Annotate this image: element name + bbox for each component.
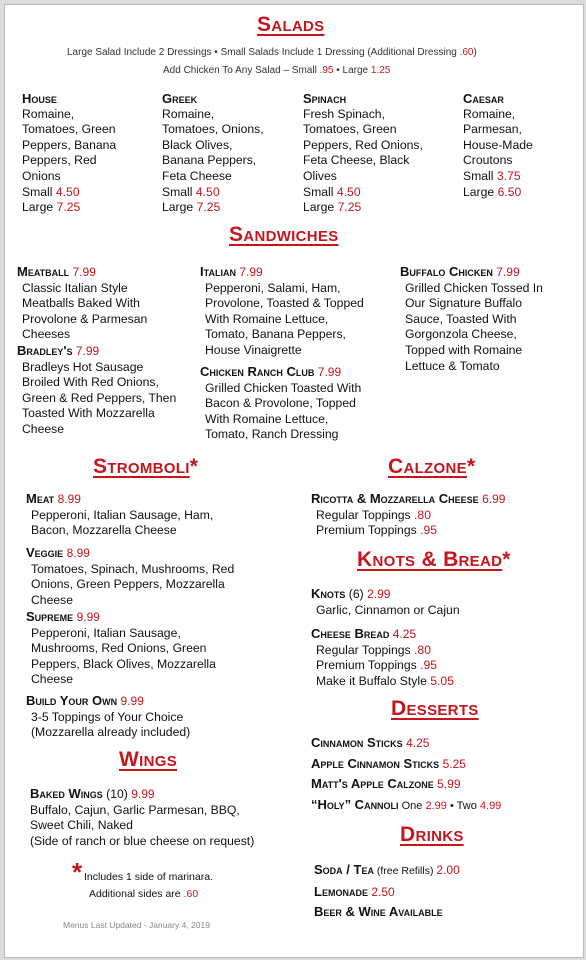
stromboli-supreme: Supreme 9.99 Pepperoni, Italian Sausage, Mushrooms, Red Onions, Green Peppers, Black Olives, Mozzarella Cheese — [26, 609, 216, 687]
knots-bread-title: Knots & Bread* — [357, 548, 511, 571]
salads-dressing-note: Large Salad Include 2 Dressings • Small Salads Include 1 Dressing (Additional Dressing .60) — [67, 47, 477, 58]
salad-spinach: Spinach Fresh Spinach, Tomatoes, Green Peppers, Red Onions, Feta Cheese, Black Olives Small 4.50 Large 7.25 — [303, 91, 423, 215]
desserts-list: Cinnamon Sticks 4.25 Apple Cinnamon Sticks 5.25 Matt's Apple Calzone 5.99 “Holy” Cannoli One 2.99 • Two 4.99 — [311, 735, 502, 812]
stromboli-veggie: Veggie 8.99 Tomatoes, Spinach, Mushrooms, Red Onions, Green Peppers, Mozzarella Cheese — [26, 545, 235, 607]
sandwich-buffalo-chicken: Buffalo Chicken 7.99 Grilled Chicken Tossed In Our Signature Buffalo Sauce, Toasted With Gorgonzola Cheese, Topped with Romaine Lettuce & Tomato — [400, 264, 543, 373]
salad-house: House Romaine, Tomatoes, Green Peppers, Banana Peppers, Red Onions Small 4.50 Large 7.25 — [22, 91, 117, 215]
calzone-title: Calzone* — [388, 455, 476, 478]
drinks-list: Soda / Tea (free Refills) 2.00 Lemonade 2.50 Beer & Wine Available — [314, 862, 460, 920]
stromboli-meat: Meat 8.99 Pepperoni, Italian Sausage, Ham, Bacon, Mozzarella Cheese — [26, 491, 214, 538]
menu-page — [4, 4, 584, 958]
marinara-note-line1: Includes 1 side of marinara. — [84, 871, 213, 883]
last-updated-note: Menus Last Updated - January 4, 2019 — [63, 920, 210, 930]
calzone-ricotta-mozzarella: Ricotta & Mozzarella Cheese 6.99 Regular Toppings .80 Premium Toppings .95 — [311, 491, 506, 538]
knots-bread-star: * — [502, 548, 511, 571]
knots-item: Knots (6) 2.99 Garlic, Cinnamon or Cajun — [311, 586, 460, 617]
marinara-star: * — [72, 857, 83, 887]
cheese-bread-item: Cheese Bread 4.25 Regular Toppings .80 Premium Toppings .95 Make it Buffalo Style 5.05 — [311, 626, 454, 688]
wings-title: Wings — [119, 748, 177, 771]
sandwiches-title: Sandwiches — [229, 223, 339, 246]
marinara-note-line2: Additional sides are .60 — [89, 888, 199, 900]
stromboli-star: * — [189, 455, 199, 478]
sandwich-italian: Italian 7.99 Pepperoni, Salami, Ham, Provolone, Toasted & Topped With Romaine Lettuce, Tomato, Banana Peppers, House Vinaigrette — [200, 264, 364, 357]
salad-caesar: Caesar Romaine, Parmesan, House-Made Croutons Small 3.75 Large 6.50 — [463, 91, 533, 199]
calzone-star: * — [466, 455, 476, 478]
sandwich-chicken-ranch-club: Chicken Ranch Club 7.99 Grilled Chicken Toasted With Bacon & Provolone, Topped With Romaine Lettuce, Tomato, Ranch Dressing — [200, 364, 362, 442]
wings-baked: Baked Wings (10) 9.99 Buffalo, Cajun, Garlic Parmesan, BBQ, Sweet Chili, Naked (Side of ranch or blue cheese on request) — [30, 786, 255, 848]
sandwich-meatball: Meatball 7.99 Classic Italian Style Meatballs Baked With Provolone & Parmesan Cheeses — [17, 264, 148, 342]
stromboli-title: Stromboli* — [93, 455, 199, 478]
stromboli-build-your-own: Build Your Own 9.99 3-5 Toppings of Your Choice (Mozzarella already included) — [26, 693, 191, 740]
salad-greek: Greek Romaine, Tomatoes, Onions, Black Olives, Banana Peppers, Feta Cheese Small 4.50 Large 7.25 — [162, 91, 264, 215]
salads-title: Salads — [257, 13, 325, 36]
desserts-title: Desserts — [391, 697, 479, 720]
sandwich-bradleys: Bradley's 7.99 Bradleys Hot Sausage Broiled With Red Onions, Green & Red Peppers, Then Toasted With Mozzarella Cheese — [17, 343, 177, 436]
drinks-title: Drinks — [400, 823, 464, 846]
salads-chicken-note: Add Chicken To Any Salad – Small .95 • Large 1.25 — [163, 65, 391, 76]
